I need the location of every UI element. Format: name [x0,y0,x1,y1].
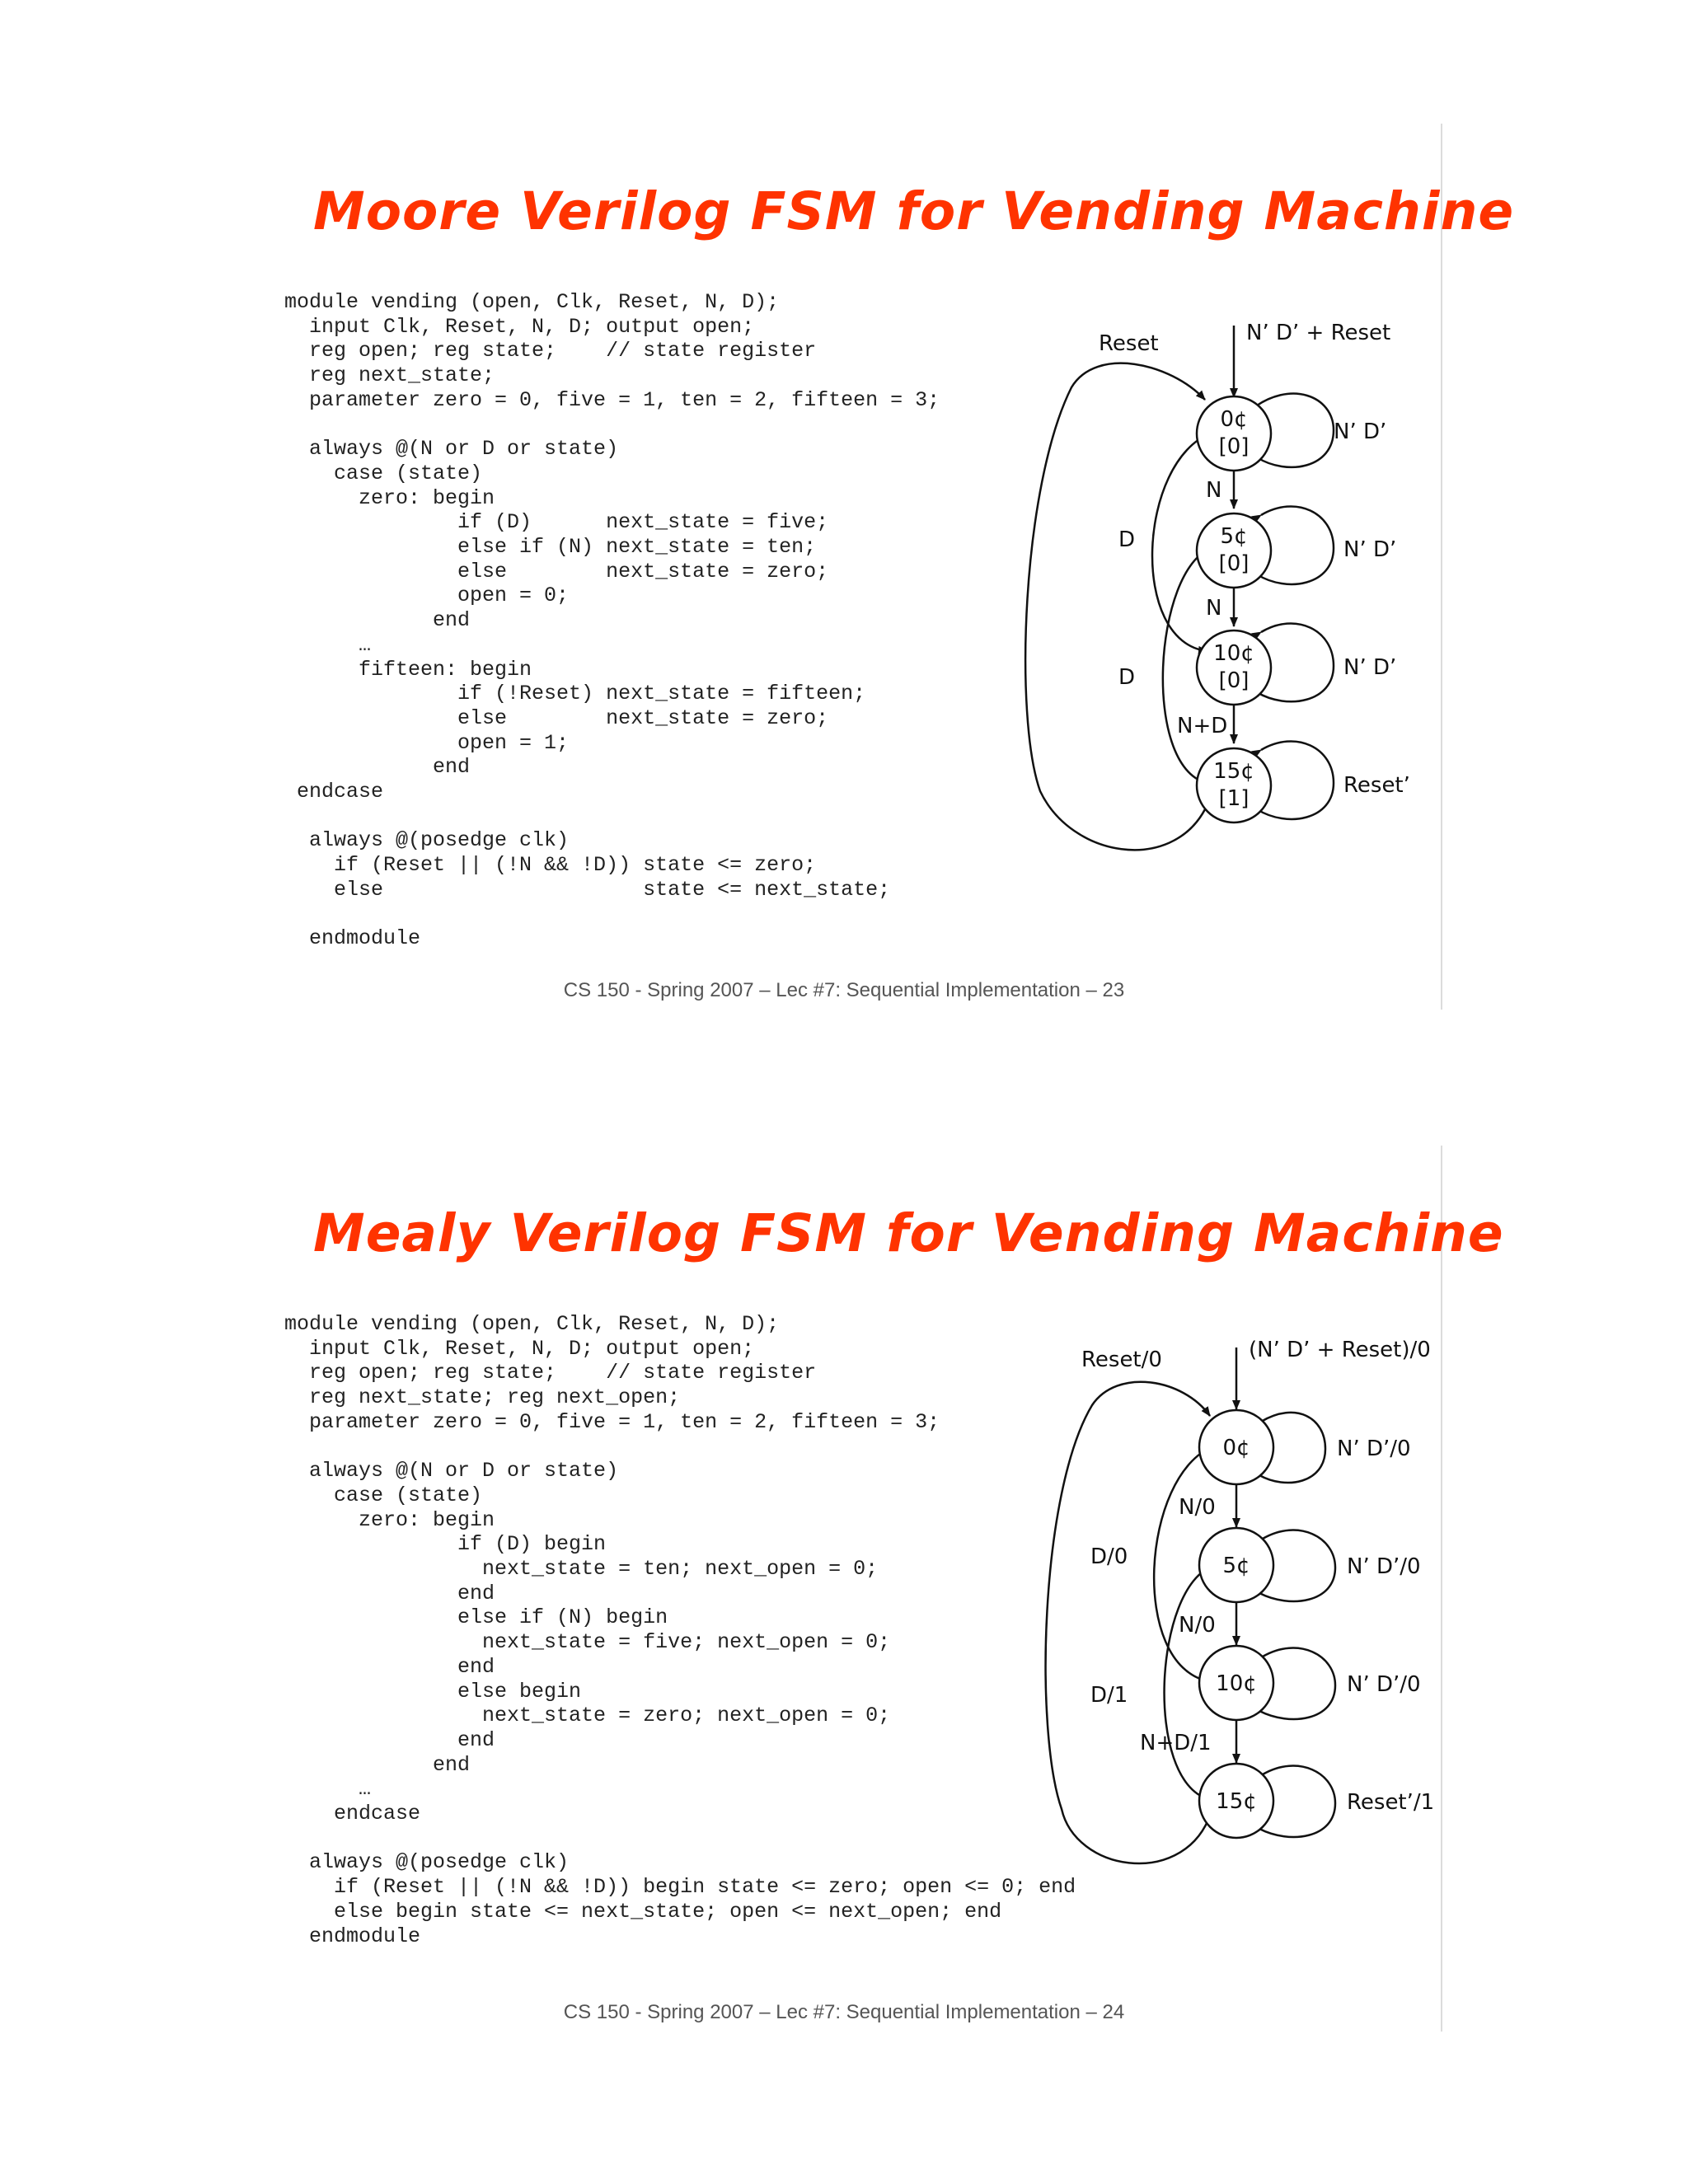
edge-n-label-1: N [1206,478,1222,503]
entry-label: (N’ D’ + Reset)/0 [1249,1338,1431,1362]
state-5 [1199,1528,1273,1602]
state-label: 0¢ [1222,1436,1250,1460]
state-10 [1197,630,1271,705]
state-diagram [989,1319,1451,1896]
reset-label: Reset [1099,331,1159,356]
edge-d-label-2: D [1118,665,1136,690]
state-10 [1199,1646,1273,1720]
state-5 [1197,513,1271,588]
self-loop-label-1: N’ D’/0 [1347,1554,1421,1579]
self-loop-label-0: N’ D’ [1334,419,1387,444]
edge-d-label-2: D/1 [1090,1683,1128,1708]
edge-n-label-1: N/0 [1179,1495,1216,1520]
state-output: [0] [1218,668,1250,693]
self-loop-label-2: N’ D’/0 [1347,1672,1421,1697]
slide-title: Moore Verilog FSM for Vending Machine [313,181,1515,241]
self-loop-label-3: Reset’ [1343,773,1410,798]
state-label: 10¢ [1213,641,1254,666]
edge-d-label-1: D/0 [1090,1544,1128,1569]
slide-moore [0,0,1688,1071]
self-loop-label-2: N’ D’ [1343,655,1397,680]
state-label: 0¢ [1220,407,1248,432]
edge-n-label-2: N/0 [1179,1613,1216,1638]
state-output: [0] [1218,551,1250,576]
state-label: 5¢ [1220,524,1248,549]
slide-title: Mealy Verilog FSM for Vending Machine [313,1203,1504,1263]
state-label: 15¢ [1213,759,1254,784]
self-loop-label-1: N’ D’ [1343,537,1397,562]
entry-label: N’ D’ + Reset [1246,321,1391,345]
edge-n-label-2: N [1206,596,1222,621]
edge-d-label-1: D [1118,527,1136,552]
reset-arc [1025,363,1205,851]
slide-footer: CS 150 - Spring 2007 – Lec #7: Sequential Implementation – 24 [563,2001,1125,2023]
state-diagram [989,297,1451,874]
slide-mealy [0,1071,1688,2184]
self-loop-label-3: Reset’/1 [1347,1790,1435,1815]
state-0 [1197,396,1271,471]
state-label: 15¢ [1216,1789,1257,1814]
state-15 [1197,748,1271,823]
state-15 [1199,1764,1273,1838]
self-loop-label-0: N’ D’/0 [1337,1436,1411,1461]
state-label: 5¢ [1222,1554,1250,1578]
state-label: 10¢ [1216,1671,1257,1696]
edge-nd-label: N+D/1 [1140,1731,1212,1755]
edge-nd-label: N+D [1177,714,1228,738]
slide-footer: CS 150 - Spring 2007 – Lec #7: Sequential Implementation – 23 [563,979,1125,1001]
state-output: [0] [1218,434,1250,459]
verilog-code: module vending (open, Clk, Reset, N, D); input Clk, Reset, N, D; output open; reg open; reg state; // state register reg next_state; parameter zero = 0, five = 1, ten = 2, fifteen = 3; always @(N or D or state) case (state) zero: begin if (D) next_state = five; else if (N) next_state = ten; else next_state = zero; open = 0; end … fifteen: begin if (!Reset) next_state = fifteen; else next_state = zero; open = 1; end endcase always @(posedge clk) if (Reset || (!N && !D)) state <= zero; else state <= next_state; endmodule [284,290,940,951]
state-0 [1199,1410,1273,1484]
reset-label: Reset/0 [1081,1347,1162,1372]
verilog-code: module vending (open, Clk, Reset, N, D); input Clk, Reset, N, D; output open; reg open; reg state; // state register reg next_state; reg next_open; parameter zero = 0, five = 1, ten = 2, fifteen = 3; always @(N or D or state) case (state) zero: begin if (D) begin next_state = ten; next_open = 0; end else if (N) begin next_state = five; next_open = 0; end else begin next_state = zero; next_open = 0; end end … endcase always @(posedge clk) if (Reset || (!N && !D)) begin state <= zero; open <= 0; end else begin state <= next_state; open <= next_open; end endmodule [284,1312,1076,1948]
state-output: [1] [1218,786,1250,811]
